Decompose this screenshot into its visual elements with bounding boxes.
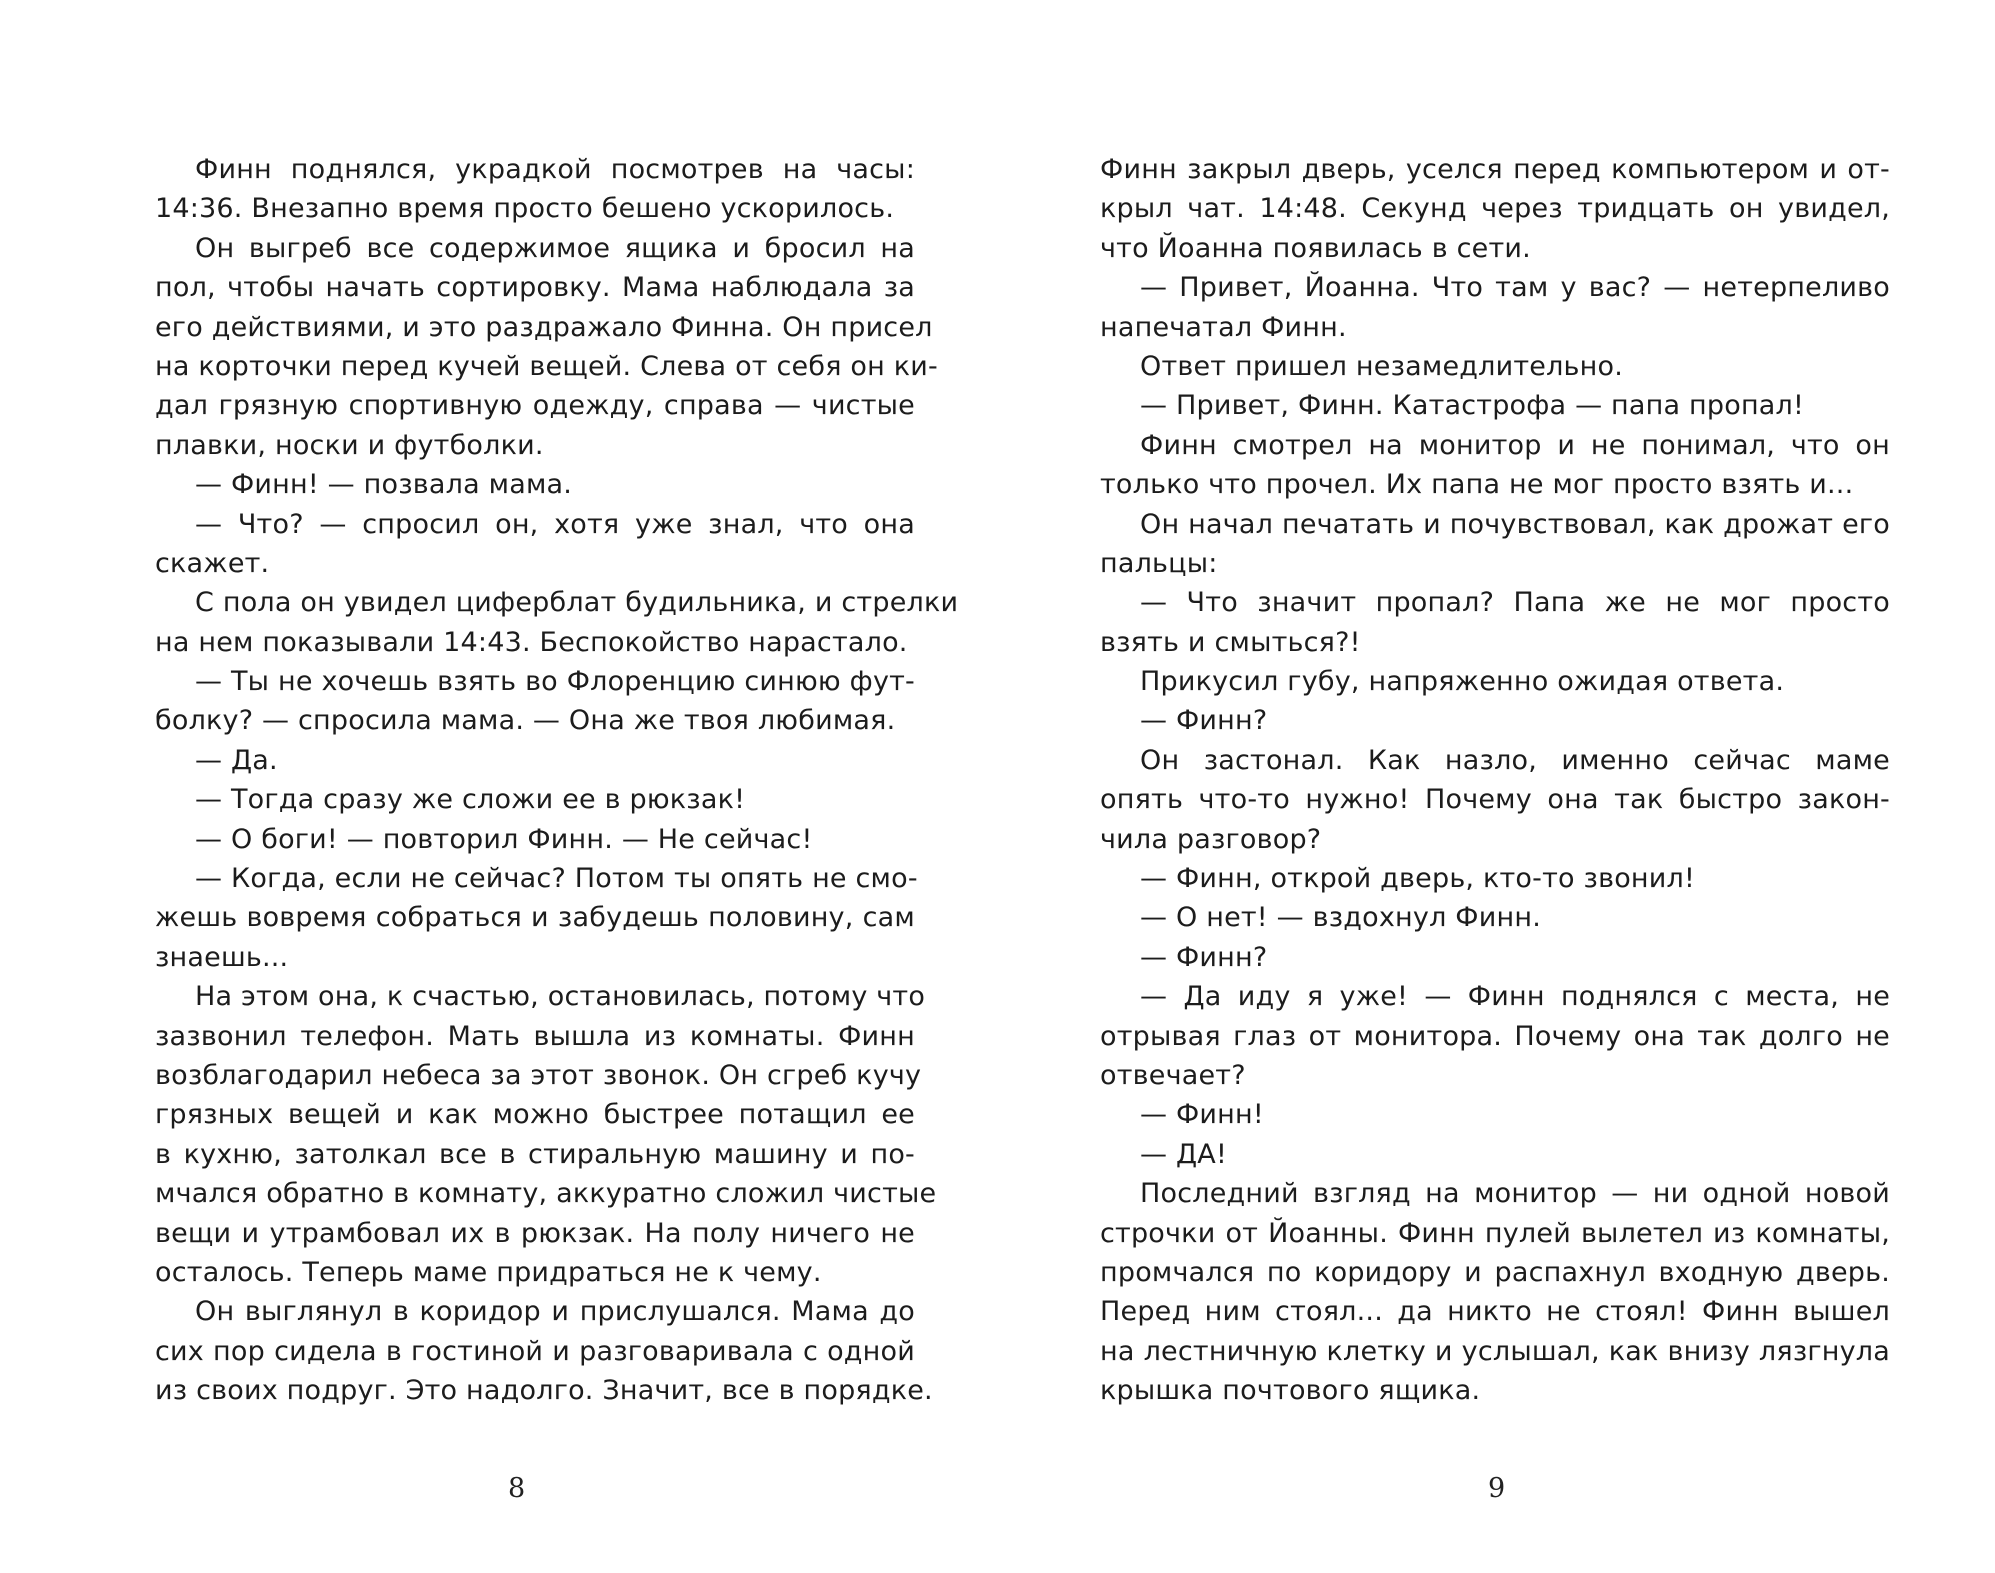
text-line: крыл чат. 14:48. Секунд через тридцать он увидел, — [1100, 193, 1890, 225]
text-line: только что прочел. Их папа не мог просто взять и... — [1100, 469, 1854, 501]
left-page-text — [155, 150, 959, 1411]
text-line: — Финн! — [1140, 1099, 1264, 1131]
text-line: напечатал Финн. — [1100, 311, 1347, 343]
text-line: что Йоанна появилась в сети. — [1100, 232, 1531, 264]
text-line: — Да иду я уже! — Финн поднялся с места, не — [1140, 981, 1890, 1013]
text-line: болку? — спросила мама. — Она же твоя любимая. — [155, 705, 896, 737]
text-line: опять что-то нужно! Почему она так быстро закон- — [1100, 784, 1890, 816]
text-line: — О нет! — вздохнул Финн. — [1140, 902, 1541, 934]
text-line: промчался по коридору и распахнул входную дверь. — [1100, 1256, 1890, 1288]
text-line: Последний взгляд на монитор — ни одной новой — [1140, 1178, 1890, 1210]
text-line: — Финн? — [1140, 941, 1268, 973]
text-line: дал грязную спортивную одежду, справа — чистые — [155, 390, 915, 422]
text-line: — О боги! — повторил Финн. — Не сейчас! — [195, 823, 813, 855]
text-line: На этом она, к счастью, остановилась, потому что — [195, 981, 926, 1013]
text-line: — Тогда сразу же сложи ее в рюкзак! — [195, 784, 746, 816]
text-line: — ДА! — [1140, 1138, 1227, 1170]
text-line: С пола он увидел циферблат будильника, и стрелки — [195, 587, 959, 619]
text-line: Он выгреб все содержимое ящика и бросил на — [195, 232, 915, 264]
left-page — [155, 150, 959, 1411]
text-line: Финн закрыл дверь, уселся перед компьютером и от- — [1100, 154, 1890, 185]
text-line: Он выглянул в коридор и прислушался. Мама до — [195, 1296, 915, 1328]
text-line: Ответ пришел незамедлительно. — [1140, 350, 1623, 382]
text-line: — Привет, Йоанна. Что там у вас? — нетерпеливо — [1140, 272, 1890, 304]
text-line: отвечает? — [1100, 1059, 1246, 1091]
text-line: Финн поднялся, украдкой посмотрев на часы: — [195, 154, 915, 185]
text-line: строчки от Йоанны. Финн пулей вылетел из комнаты, — [1100, 1217, 1890, 1249]
text-line: — Что значит пропал? Папа же не мог просто — [1140, 587, 1890, 619]
text-line: на корточки перед кучей вещей. Слева от себя он ки- — [155, 350, 938, 382]
text-line: возблагодарил небеса за этот звонок. Он сгреб кучу — [155, 1059, 922, 1091]
text-line: мчался обратно в комнату, аккуратно сложил чистые — [155, 1178, 937, 1210]
right-page — [1100, 150, 1890, 1411]
text-line: Финн смотрел на монитор и не понимал, что он — [1140, 429, 1890, 461]
right-page-number: 9 — [1488, 1473, 1506, 1504]
text-line: плавки, носки и футболки. — [155, 429, 544, 461]
text-line: зазвонил телефон. Мать вышла из комнаты. Финн — [155, 1020, 915, 1052]
text-line: — Что? — спросил он, хотя уже знал, что она — [195, 508, 915, 540]
text-line: Он начал печатать и почувствовал, как дрожат его — [1140, 508, 1890, 540]
text-line: его действиями, и это раздражало Финна. Он присел — [155, 311, 933, 343]
text-line: отрывая глаз от монитора. Почему она так долго не — [1100, 1020, 1890, 1052]
text-line: пол, чтобы начать сортировку. Мама наблюдала за — [155, 272, 915, 304]
text-line: крышка почтового ящика. — [1100, 1375, 1481, 1407]
text-line: — Да. — [195, 744, 278, 776]
text-line: в кухню, затолкал все в стиральную машину и по- — [155, 1138, 915, 1170]
right-page-text — [1100, 150, 1890, 1411]
text-line: Перед ним стоял... да никто не стоял! Финн вышел — [1100, 1296, 1890, 1328]
text-line: — Финн! — позвала мама. — [195, 469, 573, 501]
text-line: пальцы: — [1100, 547, 1218, 579]
text-line: — Ты не хочешь взять во Флоренцию синюю фут- — [195, 666, 915, 698]
text-line: — Финн, открой дверь, кто-то звонил! — [1140, 863, 1695, 895]
text-line: Он застонал. Как назло, именно сейчас маме — [1140, 744, 1890, 776]
text-line: знаешь... — [155, 941, 289, 973]
text-line: сих пор сидела в гостиной и разговаривала с одной — [155, 1335, 915, 1367]
left-page-number: 8 — [508, 1473, 526, 1504]
text-line: жешь вовремя собраться и забудешь половину, сам — [155, 902, 915, 934]
text-line: вещи и утрамбовал их в рюкзак. На полу ничего не — [155, 1217, 915, 1249]
text-line: — Когда, если не сейчас? Потом ты опять не смо- — [195, 863, 918, 895]
text-line: — Привет, Финн. Катастрофа — папа пропал! — [1140, 390, 1805, 422]
text-line: из своих подруг. Это надолго. Значит, все в порядке. — [155, 1375, 933, 1407]
text-line: взять и смыться?! — [1100, 626, 1361, 658]
text-line: чила разговор? — [1100, 823, 1322, 855]
text-line: осталось. Теперь маме придраться не к чему. — [155, 1256, 822, 1288]
text-line: скажет. — [155, 547, 270, 579]
text-line: на лестничную клетку и услышал, как внизу лязгнула — [1100, 1335, 1890, 1367]
text-line: Прикусил губу, напряженно ожидая ответа. — [1140, 666, 1785, 698]
text-line: — Финн? — [1140, 705, 1268, 737]
text-line: 14:36. Внезапно время просто бешено ускорилось. — [155, 193, 895, 225]
text-line: грязных вещей и как можно быстрее потащил ее — [155, 1099, 915, 1131]
text-line: на нем показывали 14:43. Беспокойство нарастало. — [155, 626, 908, 658]
